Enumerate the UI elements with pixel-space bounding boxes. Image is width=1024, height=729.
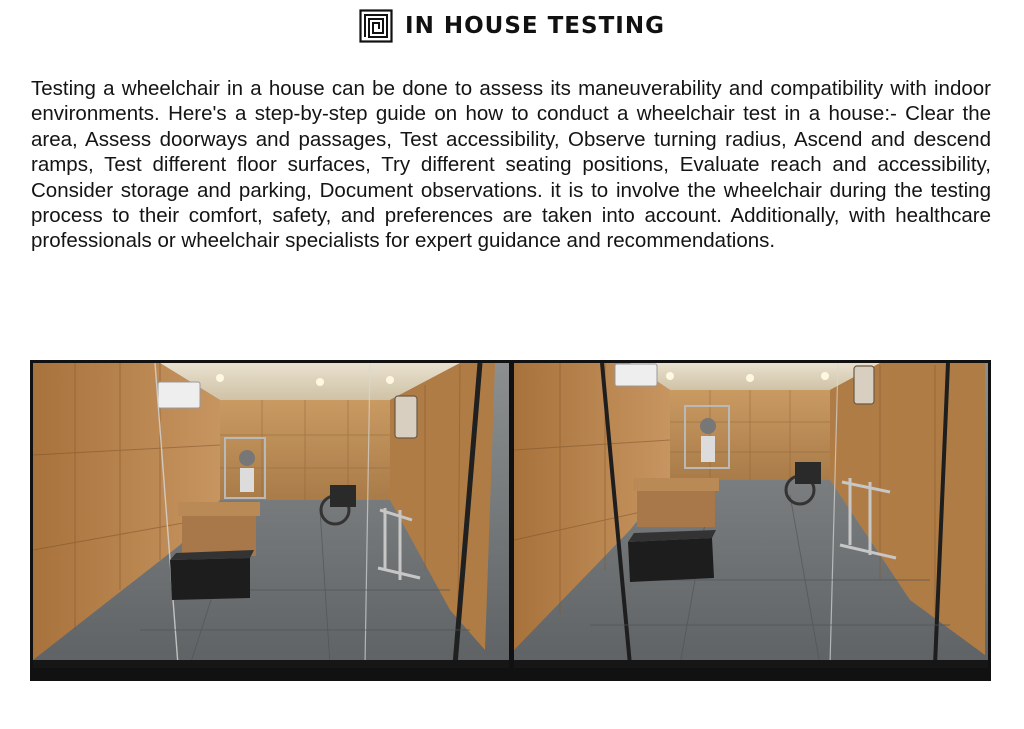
page-title: IN HOUSE TESTING (405, 13, 665, 39)
testing-room-photo-strip (30, 360, 991, 681)
description-paragraph: Testing a wheelchair in a house can be done to assess its maneuverability and compatibility with indoor environments. Here's a step-by-step guide on how to conduct a wheelchair test in a house:- Clear the area, Assess doorways and passages, Test accessibility, Observe turning radius, Ascend and descend ramps, Test different floor surfaces, Try different seating positions, Evaluate reach and accessibility, Consider storage and parking, Document observations. it is to involve the wheelchair during the testing process to their comfort, safety, and preferences are taken into account. Additionally, with healthcare professionals or wheelchair specialists for expert guidance and recommendations. (31, 77, 991, 253)
page-header (0, 6, 1024, 46)
maze-square-logo-icon (359, 9, 393, 43)
testing-room-photo-left (33, 363, 509, 668)
testing-room-photo-right (514, 363, 988, 668)
testing-room-photos (30, 360, 991, 681)
